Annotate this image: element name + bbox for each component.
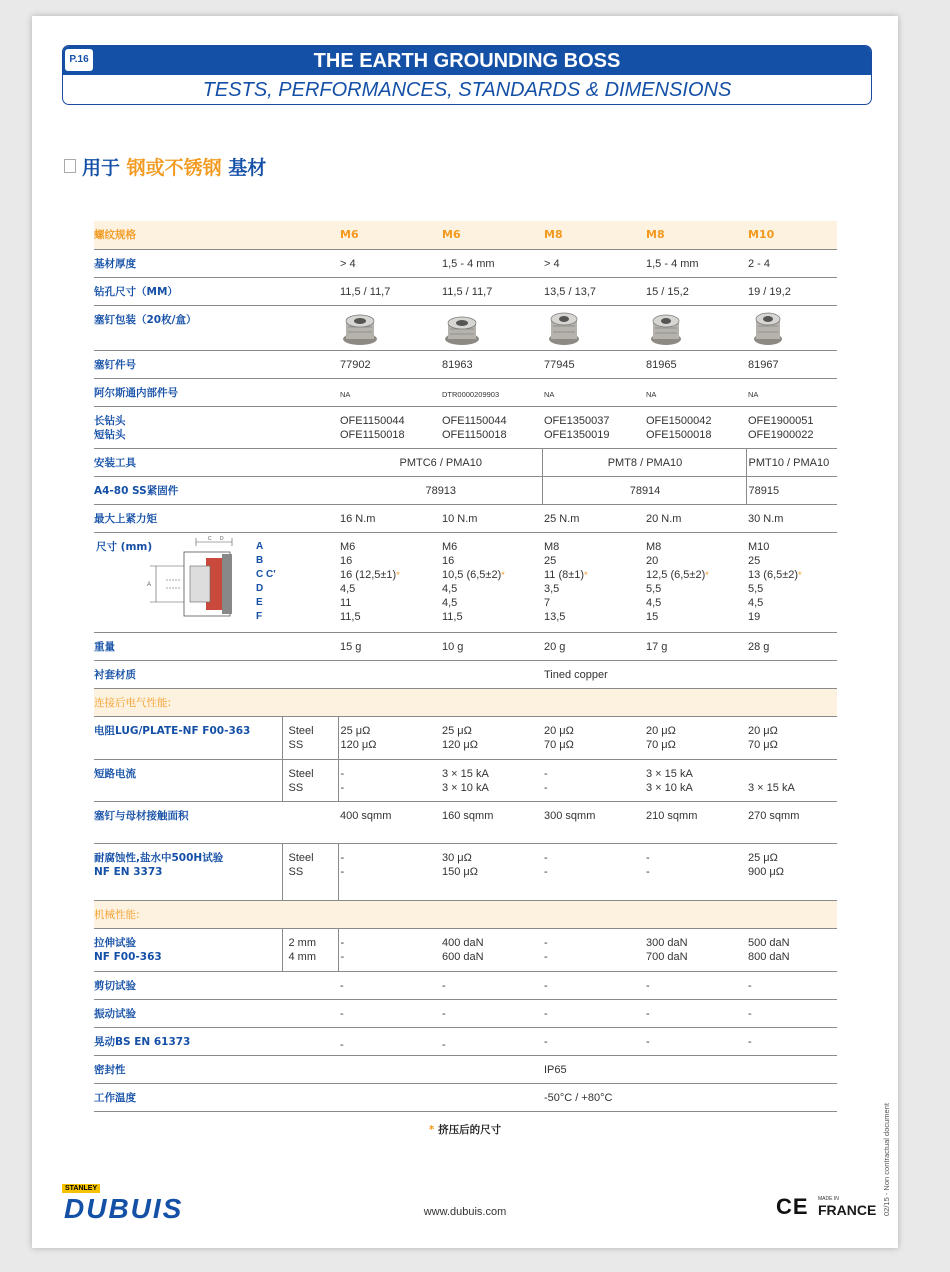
table-cell [440, 928, 542, 971]
tensile-value: - [340, 936, 345, 949]
table-cell: 30 N.m [746, 504, 837, 532]
table-cell: - [746, 971, 837, 999]
ss-value: 70 μΩ [646, 738, 676, 751]
tensile-value: 500 daN [748, 936, 790, 949]
sub-labels [282, 716, 338, 759]
table-cell [644, 843, 746, 900]
table-cell: 270 sqmm [746, 801, 837, 843]
asterisk: * [705, 569, 709, 580]
dim-f: 15 [646, 610, 659, 623]
made-in-france-logo [818, 1196, 876, 1222]
table-cell [440, 406, 542, 448]
sub-label: Steel [288, 851, 314, 864]
table-cell [746, 716, 837, 759]
row-label: 工作温度 [94, 1083, 338, 1111]
table-cell: 210 sqmm [644, 801, 746, 843]
short-circuit-row [94, 759, 837, 801]
dim-b: 20 [646, 554, 659, 567]
short-bit: OFE1500018 [646, 428, 712, 441]
table-cell: > 4 [338, 249, 440, 277]
short-bit: OFE1900022 [748, 428, 814, 441]
resistance-row [94, 716, 837, 759]
table-cell [542, 716, 644, 759]
section-label: 连接后电气性能: [94, 688, 837, 716]
row-label: 阿尔斯通内部件号 [94, 378, 338, 406]
table-cell: > 4 [542, 249, 644, 277]
table-cell: - [440, 999, 542, 1027]
tensile-value: 400 daN [442, 936, 484, 949]
dim-c-value: 12,5 (6,5±2) [646, 568, 706, 581]
dim-c-value: 13 (6,5±2) [748, 568, 799, 581]
dimension-drawing [146, 536, 246, 624]
tensile-label: 拉伸试验 [94, 936, 136, 949]
row-label: A4-80 SS紧固件 [94, 476, 338, 504]
table-cell: - [440, 971, 542, 999]
tensile-standard: NF F00-363 [94, 950, 162, 963]
tensile-value: - [544, 936, 548, 949]
dim-a: M8 [544, 540, 560, 553]
long-bit: OFE1900051 [748, 414, 814, 427]
row-label: 最大上紧力矩 [94, 504, 338, 532]
table-cell: 10 g [440, 632, 542, 660]
label-long-bit: 长钻头 [94, 414, 126, 427]
section-label: 机械性能: [94, 900, 837, 928]
page-number: P.16 [65, 49, 93, 71]
row-label: 振动试验 [94, 999, 338, 1027]
table-cell [338, 660, 542, 688]
heading-prefix: 用于 [82, 157, 121, 179]
tensile-value: 600 daN [442, 950, 484, 963]
grounding-boss-image [646, 309, 686, 347]
table-cell: 77902 [338, 350, 440, 378]
asterisk: * [501, 569, 505, 580]
ss-value: - [544, 865, 548, 878]
asterisk: * [798, 569, 802, 580]
ss-value: 150 μΩ [442, 865, 478, 878]
sealing-row [94, 1055, 837, 1083]
page-subtitle: TESTS, PERFORMANCES, STANDARDS & DIMENSIONS [202, 79, 732, 101]
table-cell: 300 sqmm [542, 801, 644, 843]
table-cell: IP65 [542, 1055, 837, 1083]
asterisk: * [396, 569, 400, 580]
made-in-label: MADE IN [818, 1196, 839, 1202]
table-cell: 10 N.m [440, 504, 542, 532]
ss-value: 900 μΩ [748, 865, 784, 878]
spec-table [94, 221, 837, 1112]
steel-value: 25 μΩ [748, 851, 778, 864]
row-label: 晃动BS EN 61373 [94, 1027, 338, 1055]
long-bit: OFE1350037 [544, 414, 610, 427]
table-cell: - [542, 1027, 644, 1055]
sub-label: SS [288, 738, 304, 751]
steel-value: 30 μΩ [442, 851, 472, 864]
col-header: M6 [338, 221, 440, 249]
svg-text:C: C [208, 535, 212, 542]
table-cell [542, 928, 644, 971]
dim-letter: E [256, 596, 263, 608]
corrosion-standard: NF EN 3373 [94, 865, 163, 878]
table-cell [746, 928, 837, 971]
asterisk: * [428, 1124, 435, 1136]
table-cell: 81967 [746, 350, 837, 378]
table-cell: 1,5 - 4 mm [644, 249, 746, 277]
svg-text:A: A [147, 581, 152, 588]
dim-letter: C C' [256, 568, 276, 580]
table-cell [338, 406, 440, 448]
drill-size-row [94, 277, 837, 305]
steel-value: 20 μΩ [748, 724, 778, 737]
dim-letter: F [256, 610, 263, 622]
dim-a: M8 [646, 540, 662, 553]
grounding-boss-image [544, 309, 584, 347]
steel-value: - [340, 851, 345, 864]
dim-c [340, 568, 440, 582]
table-cell: Tined copper [542, 660, 837, 688]
sub-labels [282, 843, 338, 900]
ss-value: 120 μΩ [442, 738, 478, 751]
page-header [62, 45, 872, 105]
table-cell [440, 759, 542, 801]
dimension-letters [256, 540, 276, 624]
table-cell [338, 716, 440, 759]
table-cell: 1,5 - 4 mm [440, 249, 542, 277]
grounding-boss-image [748, 309, 788, 347]
table-cell [338, 1055, 542, 1083]
table-cell [542, 843, 644, 900]
table-cell: - [542, 971, 644, 999]
dim-f: 13,5 [544, 610, 566, 623]
table-cell [440, 716, 542, 759]
table-cell: 17 g [644, 632, 746, 660]
dimension-values [644, 532, 746, 632]
short-bit: OFE1150018 [340, 428, 405, 441]
table-cell: PMT10 / PMA10 [746, 448, 837, 476]
section-heading [64, 153, 266, 180]
dimension-values [338, 532, 440, 632]
install-tool-row [94, 448, 837, 476]
col-header: M8 [644, 221, 746, 249]
dim-a: M10 [748, 540, 770, 553]
table-cell: 400 sqmm [338, 801, 440, 843]
table-cell: - [338, 999, 440, 1027]
mechanical-section-row [94, 900, 837, 928]
dim-b: 25 [748, 554, 761, 567]
table-cell [338, 843, 440, 900]
col-header: M6 [440, 221, 542, 249]
dim-c [544, 568, 644, 582]
table-cell: - [440, 1027, 542, 1055]
table-cell [440, 843, 542, 900]
table-cell [644, 406, 746, 448]
sub-label: Steel [288, 767, 314, 780]
row-label: 剪切试验 [94, 971, 338, 999]
label-short-bit: 短钻头 [94, 428, 126, 441]
table-cell: 78913 [338, 476, 542, 504]
row-label: 电阻LUG/PLATE-NF F00-363 [94, 716, 282, 759]
ss-value: - [646, 865, 650, 878]
ss-value: 3 × 15 kA [748, 781, 795, 794]
part-number-row [94, 350, 837, 378]
table-cell [746, 843, 837, 900]
table-cell [644, 716, 746, 759]
table-cell: 160 sqmm [440, 801, 542, 843]
row-label [94, 406, 338, 448]
dim-letter: A [256, 540, 264, 552]
steel-value: 25 μΩ [442, 724, 472, 737]
row-label [94, 843, 282, 900]
dim-c-value: 10,5 (6,5±2) [442, 568, 502, 581]
table-cell: 15 / 15,2 [644, 277, 746, 305]
row-label: 尺寸 (mm) [96, 540, 153, 553]
table-cell: 13,5 / 13,7 [542, 277, 644, 305]
table-cell: 11,5 / 11,7 [338, 277, 440, 305]
weight-row [94, 632, 837, 660]
corrosion-row [94, 843, 837, 900]
table-cell: 20 N.m [644, 504, 746, 532]
table-cell [644, 928, 746, 971]
table-cell: PMTC6 / PMA10 [338, 448, 542, 476]
dim-letter: D [256, 582, 264, 594]
short-bit: OFE1150018 [442, 428, 507, 441]
footnote [32, 1122, 898, 1137]
page-title: THE EARTH GROUNDING BOSS [313, 50, 621, 72]
table-cell: - [644, 971, 746, 999]
steel-value: 3 × 15 kA [646, 767, 693, 780]
dim-e: 4,5 [646, 596, 662, 609]
row-label: 塞钉包装（20枚/盒） [94, 305, 338, 350]
shear-row [94, 971, 837, 999]
sub-labels [282, 928, 338, 971]
dim-b: 25 [544, 554, 557, 567]
row-label: 安装工具 [94, 448, 338, 476]
ss-value: - [340, 781, 345, 794]
dim-e: 4,5 [442, 596, 458, 609]
france-label: FRANCE [818, 1202, 877, 1218]
short-bit: OFE1350019 [544, 428, 610, 441]
dim-f: 11,5 [442, 610, 463, 623]
sub-labels [282, 759, 338, 801]
dim-d: 5,5 [646, 582, 662, 595]
table-cell: 19 / 19,2 [746, 277, 837, 305]
steel-value: 20 μΩ [544, 724, 574, 737]
sub-label: SS [288, 781, 304, 794]
dim-c-value: 11 (8±1) [544, 568, 585, 581]
dim-e: 7 [544, 596, 551, 609]
table-cell [746, 406, 837, 448]
dim-d: 5,5 [748, 582, 764, 595]
steel-value: 3 × 15 kA [442, 767, 489, 780]
side-note: 02/15 - Non contractual document [882, 1103, 891, 1216]
table-cell: 28 g [746, 632, 837, 660]
row-label: 衬套材质 [94, 660, 338, 688]
drill-bit-row [94, 406, 837, 448]
table-cell: NA [746, 378, 837, 406]
thickness-row [94, 249, 837, 277]
steel-value: 25 μΩ [340, 724, 371, 737]
nut-image-cell [338, 305, 440, 350]
tensile-value: 300 daN [646, 936, 688, 949]
row-label: 塞钉与母材接触面积 [94, 801, 338, 843]
dim-d: 4,5 [442, 582, 458, 595]
table-cell [338, 928, 440, 971]
table-cell: 78915 [746, 476, 837, 504]
dim-b: 16 [442, 554, 455, 567]
table-cell: 15 g [338, 632, 440, 660]
table-cell: NA [644, 378, 746, 406]
table-cell: 25 N.m [542, 504, 644, 532]
dimension-values [746, 532, 837, 632]
nut-image-cell [542, 305, 644, 350]
steel-value: - [544, 851, 548, 864]
steel-value: - [544, 767, 548, 780]
row-label: 螺纹规格 [94, 221, 338, 249]
svg-text:D: D [220, 535, 224, 542]
torque-row [94, 504, 837, 532]
table-cell: DTR0000209903 [440, 378, 542, 406]
steel-value: - [340, 767, 345, 780]
table-cell: 81965 [644, 350, 746, 378]
dim-f: 11,5 [340, 610, 361, 623]
table-cell: - [542, 999, 644, 1027]
table-cell: -50°C / +80°C [542, 1083, 837, 1111]
fastener-row [94, 476, 837, 504]
table-cell [338, 1083, 542, 1111]
ss-value: 3 × 10 kA [646, 781, 693, 794]
table-cell: - [644, 1027, 746, 1055]
ss-value: 70 μΩ [544, 738, 574, 751]
tensile-value: - [544, 950, 548, 963]
dimensions-label-cell [94, 532, 338, 632]
table-cell: 16 N.m [338, 504, 440, 532]
grounding-boss-image [340, 309, 380, 347]
dim-c-value: 16 (12,5±1) [340, 568, 397, 581]
steel-value: 20 μΩ [646, 724, 676, 737]
sub-label: 2 mm [288, 936, 316, 949]
steel-value [748, 767, 837, 781]
thread-spec-row [94, 221, 837, 249]
ss-value: - [544, 781, 548, 794]
row-label: 钻孔尺寸（MM） [94, 277, 338, 305]
row-label: 密封性 [94, 1055, 338, 1083]
vibration-row [94, 999, 837, 1027]
ce-mark: CE [776, 1194, 809, 1219]
electrical-section-row [94, 688, 837, 716]
table-cell: - [746, 1027, 837, 1055]
dim-b: 16 [340, 554, 353, 567]
document-page [32, 16, 898, 1248]
nut-image-cell [746, 305, 837, 350]
table-cell: - [338, 1027, 440, 1055]
table-cell: NA [542, 378, 644, 406]
ss-value: 3 × 10 kA [442, 781, 489, 794]
ss-value: - [340, 865, 345, 878]
website-link[interactable]: www.dubuis.com [423, 1206, 507, 1218]
dim-c [442, 568, 542, 582]
temperature-row [94, 1083, 837, 1111]
dim-c [646, 568, 746, 582]
corrosion-label: 耐腐蚀性,盐水中500H试验 [94, 851, 224, 864]
row-label: 基材厚度 [94, 249, 338, 277]
dim-d: 4,5 [340, 582, 356, 595]
grounding-boss-image [442, 309, 482, 347]
dim-a: M6 [340, 540, 356, 553]
nut-image-cell [440, 305, 542, 350]
dim-e: 4,5 [748, 596, 764, 609]
dim-letter: B [256, 554, 264, 566]
table-cell: PMT8 / PMA10 [542, 448, 746, 476]
checkbox-icon [64, 159, 76, 173]
dim-a: M6 [442, 540, 458, 553]
heading-suffix: 基材 [228, 157, 267, 179]
table-cell: - [746, 999, 837, 1027]
ss-value: 120 μΩ [340, 738, 377, 751]
steel-value: - [646, 851, 650, 864]
col-header: M10 [746, 221, 837, 249]
dimension-values [440, 532, 542, 632]
sub-label: 4 mm [288, 950, 316, 963]
row-label: 重量 [94, 632, 338, 660]
dimension-values [542, 532, 644, 632]
dim-c [748, 568, 837, 582]
sub-label: Steel [288, 724, 314, 737]
package-row [94, 305, 837, 350]
tensile-value: 700 daN [646, 950, 688, 963]
table-cell: NA [338, 378, 440, 406]
ss-value: 70 μΩ [748, 738, 778, 751]
tensile-row [94, 928, 837, 971]
asterisk: * [584, 569, 588, 580]
table-cell [746, 759, 837, 801]
table-cell: 20 g [542, 632, 644, 660]
stanley-badge: STANLEY [62, 1184, 100, 1193]
dim-f: 19 [748, 610, 761, 623]
brand-name: DUBUIS [64, 1193, 184, 1224]
row-label: 短路电流 [94, 759, 282, 801]
tensile-value: 800 daN [748, 950, 790, 963]
dim-e: 11 [340, 596, 352, 609]
liner-material-row [94, 660, 837, 688]
shock-row [94, 1027, 837, 1055]
tensile-value: - [340, 950, 345, 963]
footnote-text: 挤压后的尺寸 [438, 1124, 502, 1136]
sub-label: SS [288, 865, 304, 878]
table-cell [644, 759, 746, 801]
row-label: 塞钉件号 [94, 350, 338, 378]
alstom-part-row [94, 378, 837, 406]
table-cell [542, 759, 644, 801]
table-cell: 2 - 4 [746, 249, 837, 277]
table-cell: 78914 [542, 476, 746, 504]
table-cell [338, 759, 440, 801]
table-cell [542, 406, 644, 448]
table-cell: - [338, 971, 440, 999]
long-bit: OFE1500042 [646, 414, 712, 427]
long-bit: OFE1150044 [442, 414, 507, 427]
table-cell: 81963 [440, 350, 542, 378]
table-cell: 11,5 / 11,7 [440, 277, 542, 305]
dimensions-row [94, 532, 837, 632]
nut-image-cell [644, 305, 746, 350]
contact-area-row [94, 801, 837, 843]
table-cell: - [644, 999, 746, 1027]
dim-d: 3,5 [544, 582, 560, 595]
col-header: M8 [542, 221, 644, 249]
heading-highlight: 钢或不锈钢 [126, 157, 222, 179]
row-label [94, 928, 282, 971]
long-bit: OFE1150044 [340, 414, 405, 427]
table-cell: 77945 [542, 350, 644, 378]
